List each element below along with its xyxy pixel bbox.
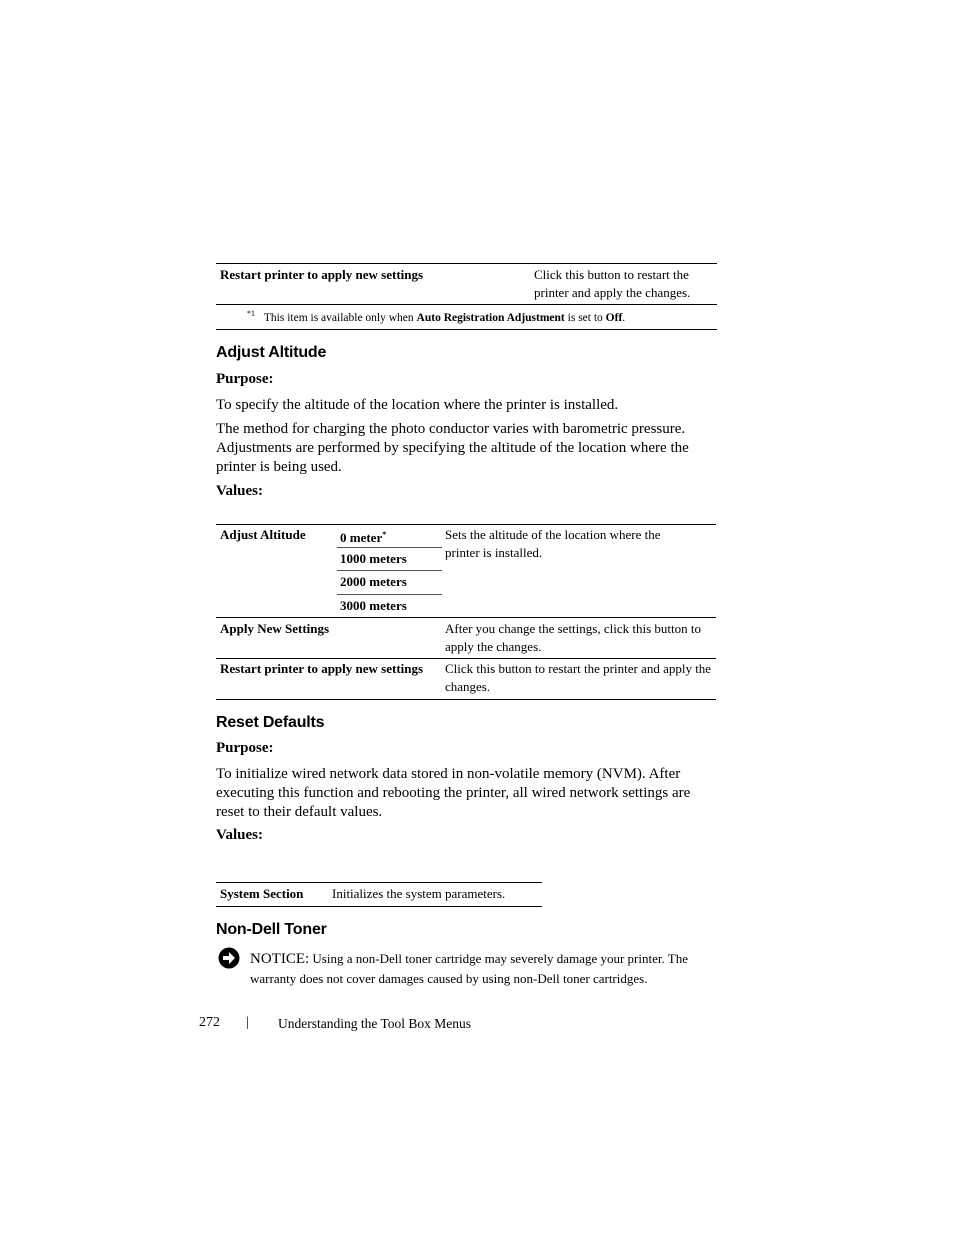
alt-option-0[interactable]: 0 meter* xyxy=(340,530,387,545)
notice-label: NOTICE: xyxy=(250,951,310,967)
adjust-altitude-values-label: Values: xyxy=(216,483,263,499)
footnote-pre: This item is available only when xyxy=(263,312,414,324)
top-table-rule-top xyxy=(216,263,717,264)
notice-block xyxy=(250,949,720,988)
non-dell-toner-heading: Non-Dell Toner xyxy=(216,921,327,938)
adjust-altitude-heading: Adjust Altitude xyxy=(216,344,327,361)
adjust-altitude-purpose-label: Purpose: xyxy=(216,371,274,387)
footnote xyxy=(247,309,625,324)
alt-row3-name[interactable]: Restart printer to apply new settings xyxy=(220,661,424,676)
alt-table-rule-top xyxy=(216,524,716,525)
alt-row1-desc: Sets the altitude of the location where the printer is installed. xyxy=(445,527,661,560)
top-table-row-desc: Click this button to restart the printer and apply the changes. xyxy=(534,267,691,300)
alt-option-3[interactable]: 3000 meters xyxy=(340,598,407,613)
footer-separator: | xyxy=(246,1015,249,1030)
alt-table-rule xyxy=(216,617,716,618)
alt-row2-name[interactable]: Apply New Settings xyxy=(220,621,330,636)
alt-option-divider xyxy=(337,547,442,548)
alt-option-1[interactable]: 1000 meters xyxy=(340,551,407,566)
footnote-end: . xyxy=(622,312,626,324)
top-table-rule-bottom xyxy=(216,304,717,305)
notice-arrow-icon xyxy=(218,947,240,969)
notice-text: Using a non-Dell toner cartridge may severely damage your printer. The warranty does not cover damages caused by using non-Dell toner cartridges. xyxy=(250,951,688,986)
footnote-bold-2: Off xyxy=(605,312,623,324)
alt-option-2[interactable]: 2000 meters xyxy=(340,574,407,589)
default-mark: * xyxy=(382,530,387,539)
alt-row3-desc: Click this button to restart the printer and apply the changes. xyxy=(445,661,712,694)
reset-defaults-para-1: To initialize wired network data stored in non-volatile memory (NVM). After executing this function and rebooting the printer, all wired network settings are reset to their default values. xyxy=(216,766,691,820)
reset-row-desc: Initializes the system parameters. xyxy=(332,886,506,901)
reset-defaults-purpose-label: Purpose: xyxy=(216,740,274,756)
footnote-mark: *1 xyxy=(247,309,255,318)
alt-table-rule-bottom xyxy=(216,699,716,700)
footnote-mid: is set to xyxy=(567,312,603,324)
reset-defaults-values-label: Values: xyxy=(216,827,263,843)
adjust-altitude-para-2: The method for charging the photo conductor varies with barometric pressure. Adjustments are performed by specifying the altitude of the location where the printer is being used. xyxy=(216,421,689,475)
reset-defaults-heading: Reset Defaults xyxy=(216,714,325,731)
reset-row-name[interactable]: System Section xyxy=(220,886,304,901)
reset-table-rule-bottom xyxy=(216,906,542,907)
alt-row2-desc: After you change the settings, click this button to apply the changes. xyxy=(445,621,701,654)
reset-table-rule-top xyxy=(216,882,542,883)
alt-row1-name: Adjust Altitude xyxy=(220,527,306,542)
alt-option-divider xyxy=(337,594,442,595)
top-table-row-name: Restart printer to apply new settings xyxy=(220,267,424,282)
adjust-altitude-para-1: To specify the altitude of the location where the printer is installed. xyxy=(216,397,619,413)
footer-section-title: Understanding the Tool Box Menus xyxy=(278,1016,472,1031)
alt-table-rule xyxy=(216,658,716,659)
footnote-bold-1: Auto Registration Adjustment xyxy=(416,312,565,324)
page-number: 272 xyxy=(199,1015,220,1030)
alt-option-divider xyxy=(337,570,442,571)
footnote-rule xyxy=(216,329,717,330)
